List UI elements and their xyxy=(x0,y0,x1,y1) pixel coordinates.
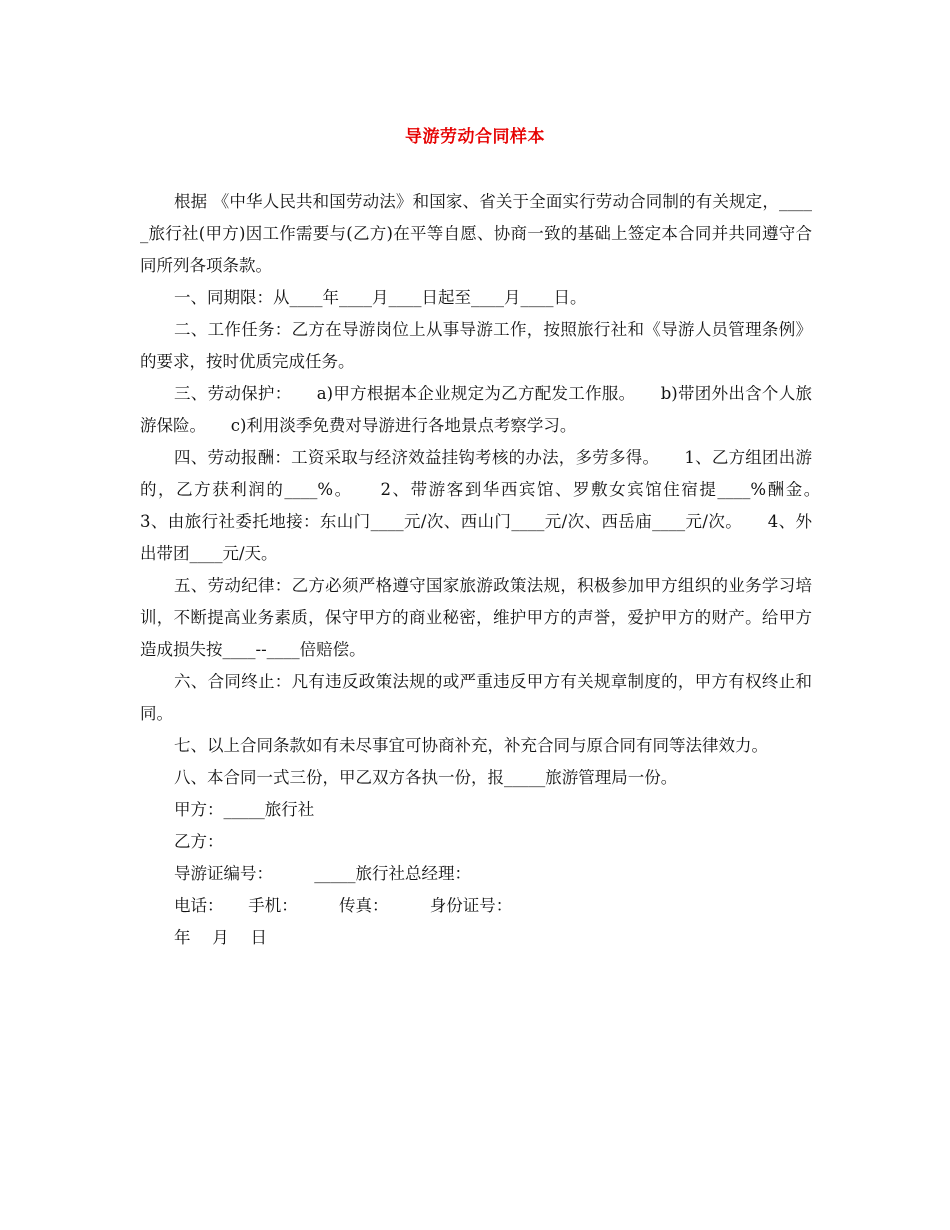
paragraph-copies: 八、本合同一式三份，甲乙双方各执一份，报_____旅游管理局一份。 xyxy=(174,768,678,787)
document-body xyxy=(140,186,845,954)
paragraph-discipline: 五、劳动纪律：乙方必须严格遵守国家旅游政策法规，积极参加甲方组织的业务学习培训，不断提高业务素质，保守甲方的商业秘密，维护甲方的声誉，爱护甲方的财产。给甲方造成损失按____--____倍赔偿。 xyxy=(140,576,812,659)
paragraph-compensation: 四、劳动报酬：工资采取与经济效益挂钩考核的办法，多劳多得。 1、乙方组团出游的，乙方获利润的____%。 2、带游客到华西宾馆、罗敷女宾馆住宿提____%酬金。 3、由旅行社委托地接：东山门____元/次、西山门____元/次、西岳庙____元/次。 4、外出带团____元/天。 xyxy=(140,448,845,563)
paragraph-preamble: 根据 《中华人民共和国劳动法》和国家、省关于全面实行劳动合同制的有关规定，_____旅行社(甲方)因工作需要与(乙方)在平等自愿、协商一致的基础上签定本合同并共同遵守合同所列各项条款。 xyxy=(140,192,812,275)
paragraph-protection: 三、劳动保护： a)甲方根据本企业规定为乙方配发工作服。 b)带团外出含个人旅游保险。 c)利用淡季免费对导游进行各地景点考察学习。 xyxy=(140,384,812,435)
paragraph-duties: 二、工作任务：乙方在导游岗位上从事导游工作，按照旅行社和《导游人员管理条例》的要求，按时优质完成任务。 xyxy=(140,320,812,371)
paragraph-termination: 六、合同终止：凡有违反政策法规的或严重违反甲方有关规章制度的，甲方有权终止和同。 xyxy=(140,672,812,723)
document-title: 导游劳动合同样本 xyxy=(405,127,545,147)
paragraph-supplement: 七、以上合同条款如有未尽事宜可协商补充，补充合同与原合同有同等法律效力。 xyxy=(174,736,768,755)
signature-party-b: 乙方： xyxy=(174,832,224,851)
signature-date: 年 月 日 xyxy=(174,928,267,947)
signature-contacts: 电话： 手机： 传真： 身份证号： xyxy=(174,896,513,915)
signature-party-a: 甲方：_____旅行社 xyxy=(174,800,315,819)
paragraph-term: 一、同期限：从____年____月____日起至____月____日。 xyxy=(174,288,587,307)
signature-guide-id: 导游证编号： _____旅行社总经理： xyxy=(174,864,471,883)
